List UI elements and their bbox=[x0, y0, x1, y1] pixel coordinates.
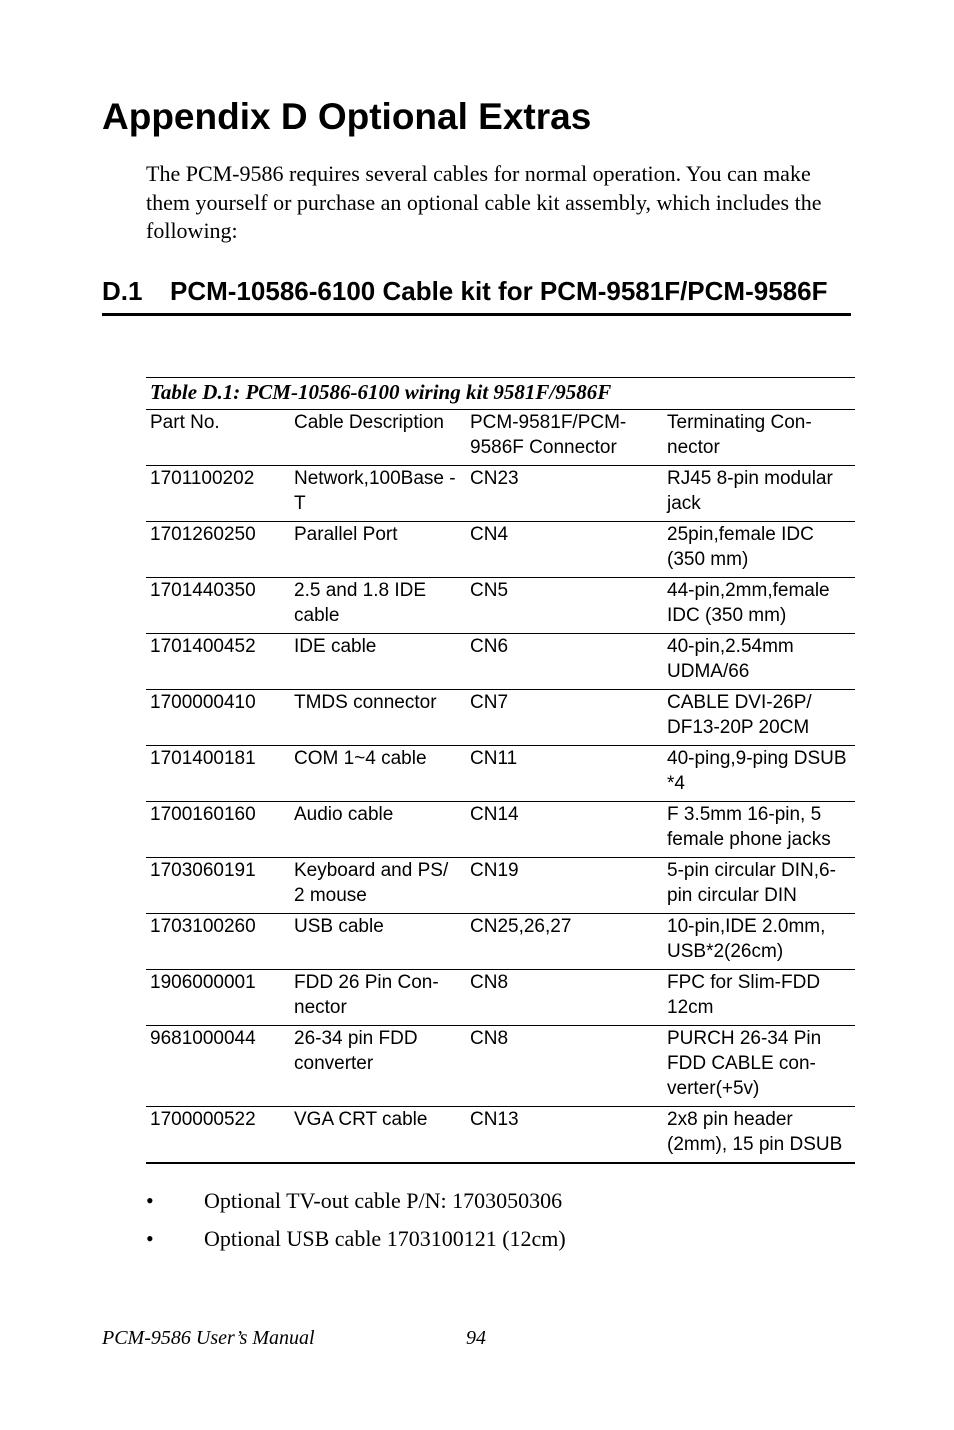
cell-part-no: 1701100202 bbox=[146, 466, 290, 522]
cell-terminating-connector: 5-pin circular DIN,6-pin circular DIN bbox=[663, 858, 855, 914]
cell-terminating-connector: PURCH 26-34 Pin FDD CABLE con-verter(+5v) bbox=[663, 1026, 855, 1107]
header-connector: PCM-9581F/PCM-9586F Connector bbox=[466, 410, 663, 466]
cell-cable-description: 2.5 and 1.8 IDE cable bbox=[290, 578, 466, 634]
header-terminating-connector: Terminating Con-nector bbox=[663, 410, 855, 466]
table-row bbox=[146, 578, 855, 634]
table-row bbox=[146, 466, 855, 522]
list-item bbox=[146, 1187, 846, 1215]
cell-cable-description: COM 1~4 cable bbox=[290, 746, 466, 802]
cell-connector: CN25,26,27 bbox=[466, 914, 663, 970]
cell-part-no: 1703060191 bbox=[146, 858, 290, 914]
cell-part-no: 1701260250 bbox=[146, 522, 290, 578]
wiring-table bbox=[146, 410, 855, 1164]
cell-part-no: 1701400181 bbox=[146, 746, 290, 802]
table-header-row bbox=[146, 410, 855, 466]
cell-cable-description: VGA CRT cable bbox=[290, 1107, 466, 1164]
cell-terminating-connector: RJ45 8-pin modular jack bbox=[663, 466, 855, 522]
cell-cable-description: FDD 26 Pin Con-nector bbox=[290, 970, 466, 1026]
table-caption: Table D.1: PCM-10586-6100 wiring kit 9581F/9586F bbox=[146, 377, 855, 410]
cell-connector: CN8 bbox=[466, 1026, 663, 1107]
header-part-no: Part No. bbox=[146, 410, 290, 466]
cell-part-no: 1700160160 bbox=[146, 802, 290, 858]
cell-terminating-connector: 44-pin,2mm,female IDC (350 mm) bbox=[663, 578, 855, 634]
cell-connector: CN14 bbox=[466, 802, 663, 858]
cell-connector: CN7 bbox=[466, 690, 663, 746]
table-row bbox=[146, 634, 855, 690]
cell-cable-description: Network,100Base -T bbox=[290, 466, 466, 522]
table-row bbox=[146, 858, 855, 914]
footer-page-number: 94 bbox=[466, 1327, 486, 1349]
list-item-text: Optional USB cable 1703100121 (12cm) bbox=[204, 1226, 566, 1251]
table-row bbox=[146, 1107, 855, 1164]
table-row bbox=[146, 802, 855, 858]
header-cable-description: Cable Description bbox=[290, 410, 466, 466]
intro-paragraph: The PCM-9586 requires several cables for normal operation. You can make them yourself or purchase an optional cable kit assembly, which includes the following: bbox=[146, 161, 822, 243]
cell-terminating-connector: 40-pin,2.54mm UDMA/66 bbox=[663, 634, 855, 690]
cell-cable-description: Parallel Port bbox=[290, 522, 466, 578]
cell-connector: CN5 bbox=[466, 578, 663, 634]
cell-cable-description: IDE cable bbox=[290, 634, 466, 690]
cell-part-no: 1700000522 bbox=[146, 1107, 290, 1164]
cell-connector: CN6 bbox=[466, 634, 663, 690]
cell-part-no: 1906000001 bbox=[146, 970, 290, 1026]
wiring-kit-table bbox=[146, 377, 855, 1164]
cell-connector: CN8 bbox=[466, 970, 663, 1026]
cell-part-no: 9681000044 bbox=[146, 1026, 290, 1107]
cell-cable-description: 26-34 pin FDD converter bbox=[290, 1026, 466, 1107]
optional-items-list bbox=[146, 1187, 846, 1263]
cell-cable-description: TMDS connector bbox=[290, 690, 466, 746]
cell-part-no: 1700000410 bbox=[146, 690, 290, 746]
appendix-title: Appendix D Optional Extras bbox=[102, 96, 592, 137]
cell-part-no: 1701400452 bbox=[146, 634, 290, 690]
cell-cable-description: Audio cable bbox=[290, 802, 466, 858]
footer-manual-title: PCM-9586 User’s Manual bbox=[102, 1327, 315, 1349]
cell-connector: CN11 bbox=[466, 746, 663, 802]
cell-connector: CN13 bbox=[466, 1107, 663, 1164]
section-number: D.1 bbox=[102, 276, 143, 306]
table-body bbox=[146, 466, 855, 1164]
cell-part-no: 1703100260 bbox=[146, 914, 290, 970]
cell-terminating-connector: FPC for Slim-FDD 12cm bbox=[663, 970, 855, 1026]
table-row bbox=[146, 746, 855, 802]
list-item-text: Optional TV-out cable P/N: 1703050306 bbox=[204, 1188, 563, 1213]
cell-cable-description: Keyboard and PS/ 2 mouse bbox=[290, 858, 466, 914]
cell-cable-description: USB cable bbox=[290, 914, 466, 970]
cell-terminating-connector: 25pin,female IDC (350 mm) bbox=[663, 522, 855, 578]
table-row bbox=[146, 690, 855, 746]
cell-connector: CN4 bbox=[466, 522, 663, 578]
cell-terminating-connector: 10-pin,IDE 2.0mm, USB*2(26cm) bbox=[663, 914, 855, 970]
list-item bbox=[146, 1225, 846, 1253]
bullet-dot-icon: • bbox=[146, 1226, 154, 1251]
section-title: PCM-10586-6100 Cable kit for PCM-9581F/PCM-9586F bbox=[170, 276, 828, 306]
cell-terminating-connector: F 3.5mm 16-pin, 5 female phone jacks bbox=[663, 802, 855, 858]
cell-connector: CN23 bbox=[466, 466, 663, 522]
section-heading bbox=[102, 275, 851, 316]
bullet-dot-icon: • bbox=[146, 1188, 154, 1213]
table-row bbox=[146, 1026, 855, 1107]
table-row bbox=[146, 970, 855, 1026]
cell-terminating-connector: 40-ping,9-ping DSUB *4 bbox=[663, 746, 855, 802]
cell-terminating-connector: 2x8 pin header (2mm), 15 pin DSUB bbox=[663, 1107, 855, 1164]
table-row bbox=[146, 914, 855, 970]
cell-connector: CN19 bbox=[466, 858, 663, 914]
table-row bbox=[146, 522, 855, 578]
cell-part-no: 1701440350 bbox=[146, 578, 290, 634]
cell-terminating-connector: CABLE DVI-26P/ DF13-20P 20CM bbox=[663, 690, 855, 746]
